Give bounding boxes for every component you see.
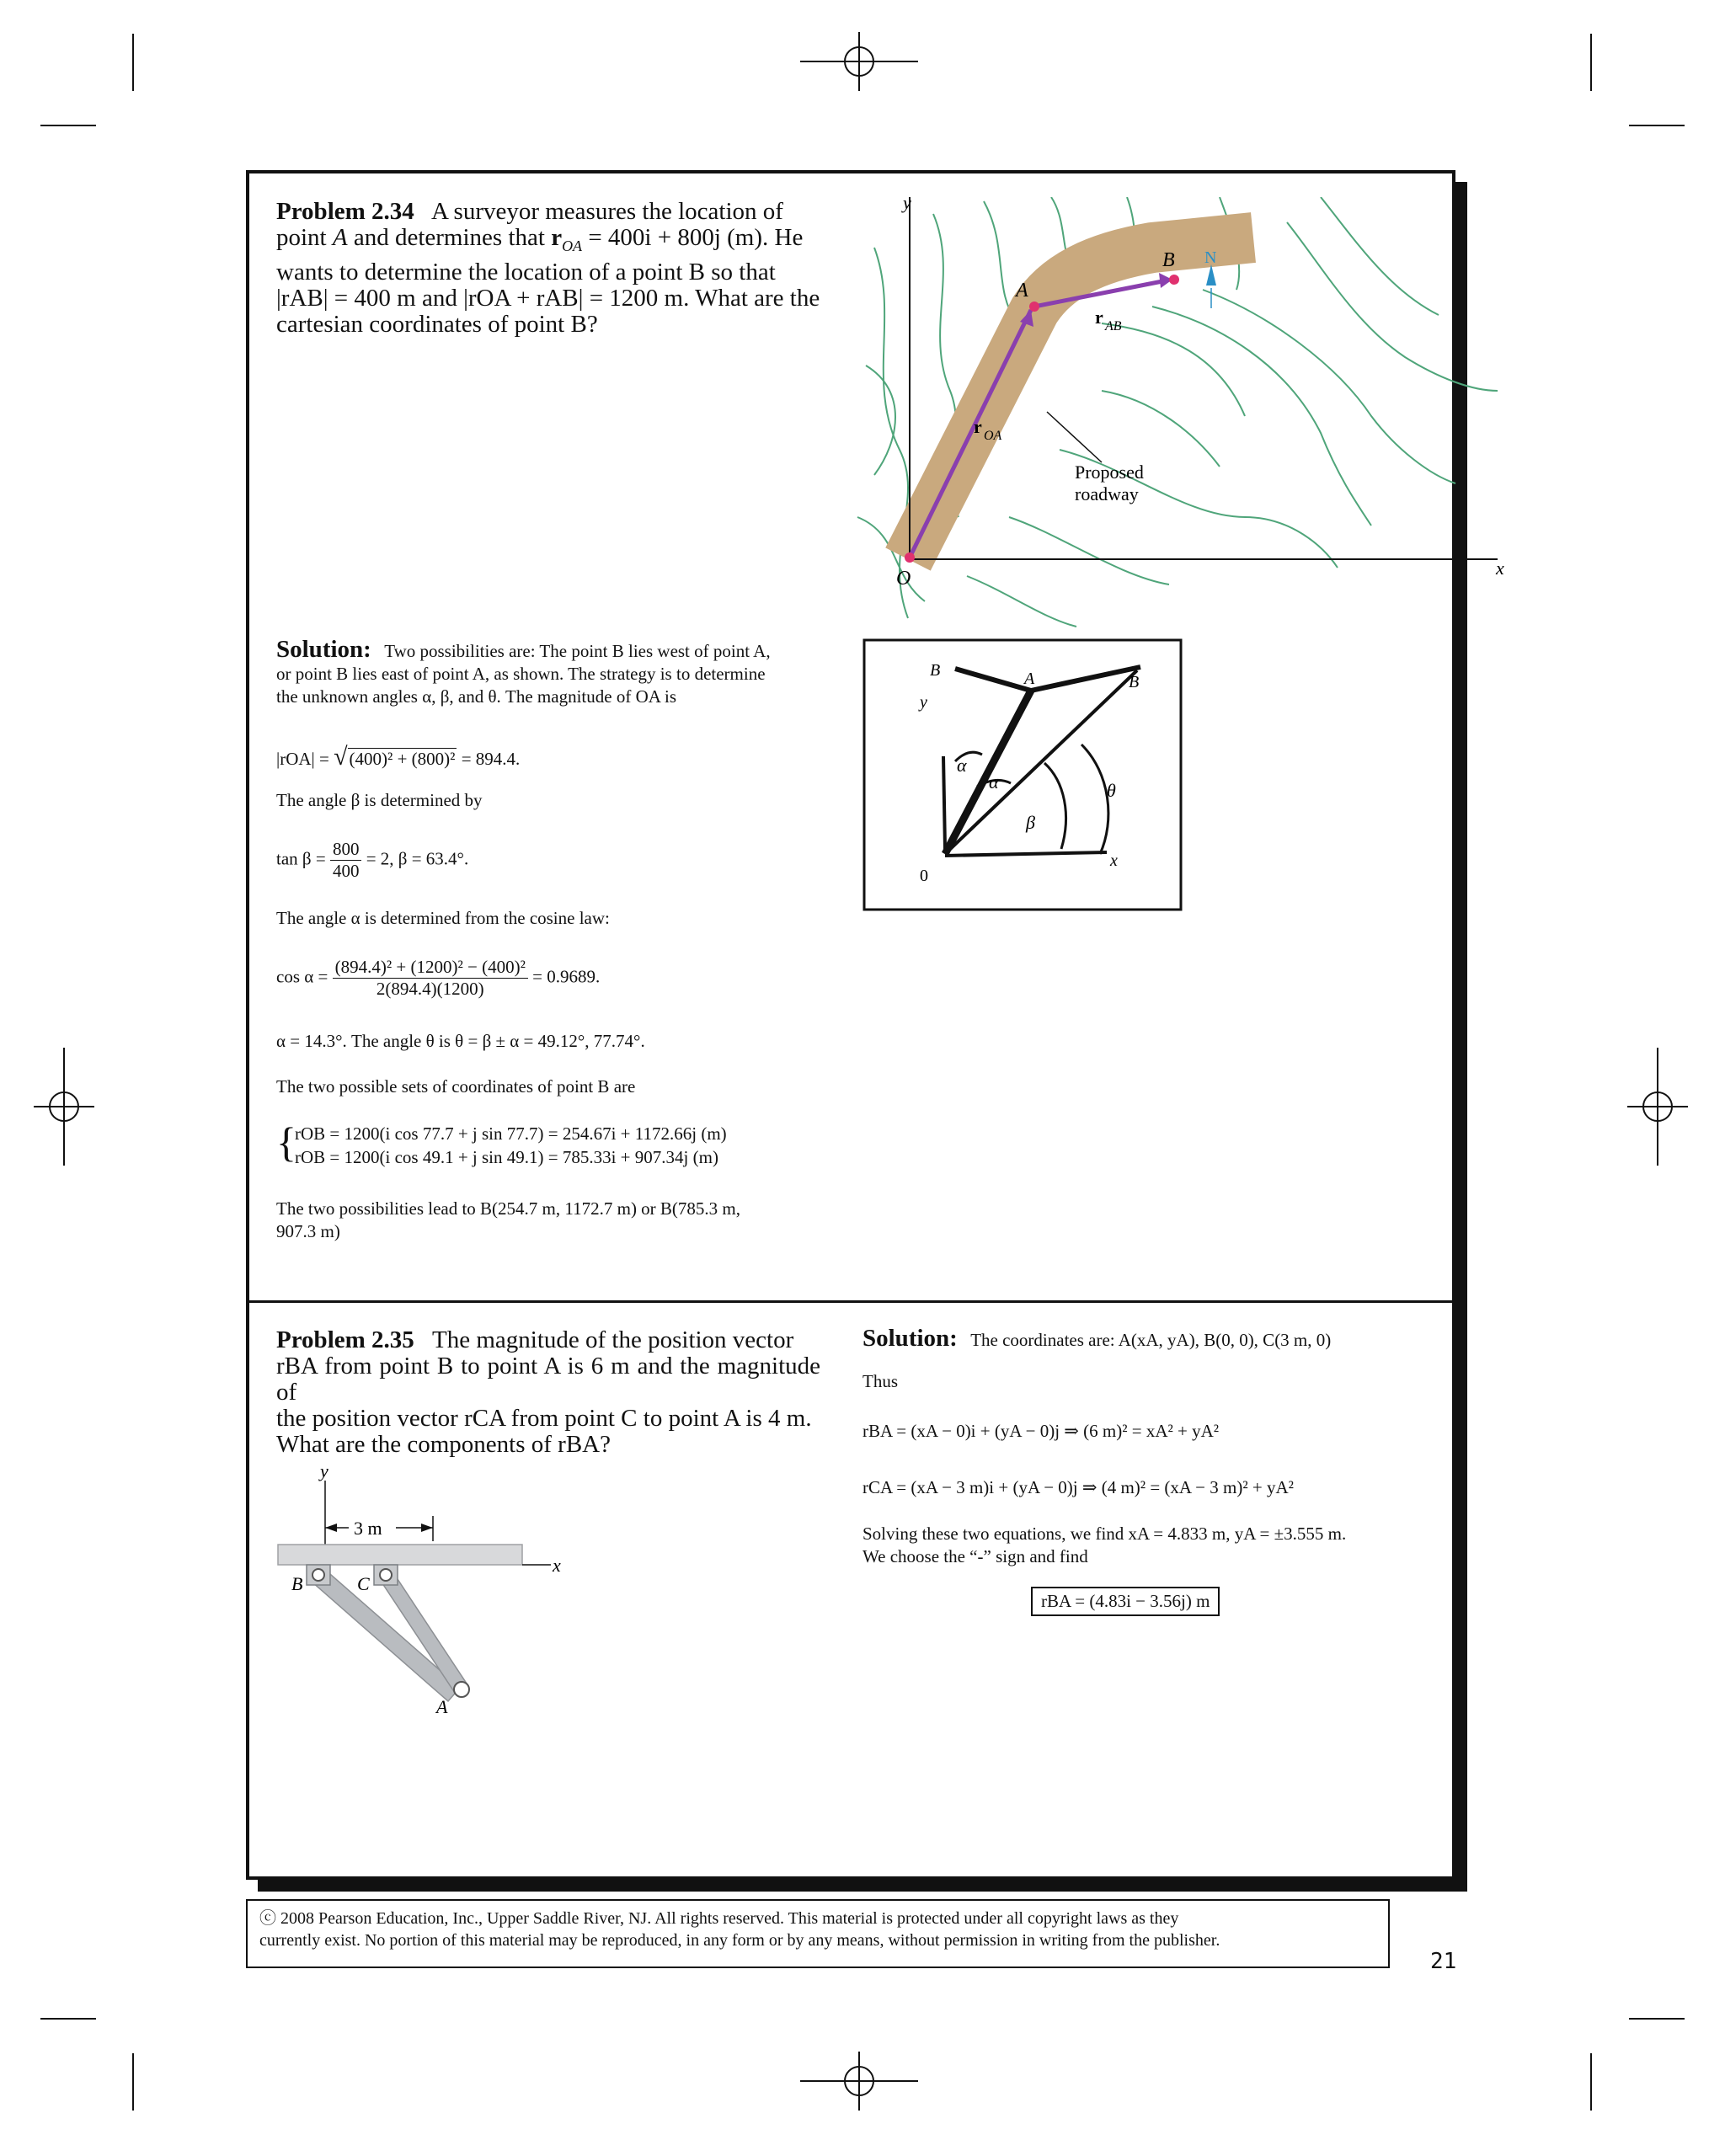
- solution-angle-figure: [862, 638, 1183, 911]
- equation-roa: |rOA| = √(400)² + (800)² = 894.4.: [276, 743, 521, 771]
- problem-234-statement: Problem 2.34 A surveyor measures the location of point A and determines that $r_{OA} = 400i + 800j$ (m). He wants to determine the location of a point B so that |rAB| = 400 m and |rOA + rAB| = 1200 m. What are the cartesian coordinates of point B?: [276, 198, 820, 338]
- label-beta: β: [1026, 812, 1035, 833]
- page-number: 21: [1430, 1949, 1457, 1974]
- svg-text:AB: AB: [1105, 319, 1122, 334]
- crop-mark: [1590, 34, 1592, 91]
- label-zero: 0: [920, 867, 928, 885]
- surveyor-map-figure: [849, 197, 1506, 635]
- point-o: [905, 552, 915, 563]
- equation-rca: rCA = (xA − 3 m)i + (yA − 0)j ⇒ (4 m)² = (xA − 3 m)² + yA²: [862, 1477, 1294, 1497]
- label-b-left: B: [930, 661, 941, 680]
- label-proposed: Proposed: [1075, 462, 1144, 483]
- statement-line: |rAB| = 400 m and |rOA + rAB| = 1200 m. What are the: [276, 284, 820, 312]
- label-o: O: [896, 568, 911, 590]
- crop-mark: [1629, 2018, 1685, 2020]
- brace-icon: {: [276, 1118, 296, 1166]
- label-roa: r: [974, 416, 982, 437]
- crop-mark: [1629, 125, 1685, 126]
- thus-text: Thus: [862, 1371, 898, 1391]
- north-arrow-icon: [1206, 264, 1216, 286]
- solving-text: We choose the “-” sign and find: [862, 1546, 1088, 1566]
- statement-line: rBA from point B to point A is 6 m and the magnitude of: [276, 1353, 820, 1406]
- alpha-intro: The angle α is determined from the cosine law:: [276, 908, 610, 928]
- problem-235-solution: Solution: The coordinates are: A(xA, yA), B(0, 0), C(3 m, 0) Thus rBA = (xA − 0)i + (yA − 0)j ⇒ (6 m)² = xA² + yA² rCA = (xA − 3 m)i + (yA − 0)j ⇒ (4 m)² = (xA − 3 m)² + yA² Solving these two equations, we find xA = 4.833 m, yA = ±3.555 m. We choose the “-” sign and find rBA = (4.83i − 3.56j) m: [862, 1327, 1435, 1616]
- statement-line: What are the components of rBA?: [276, 1431, 611, 1458]
- linkage-bars: [312, 1568, 468, 1701]
- registration-mark-icon: [1627, 1048, 1688, 1166]
- statement-line: A surveyor measures the location of: [430, 198, 783, 225]
- label-dimension: 3 m: [354, 1518, 382, 1539]
- solving-text: Solving these two equations, we find xA = 4.833 m, yA = ±3.555 m.: [862, 1524, 1347, 1544]
- label-c: C: [357, 1573, 370, 1594]
- label-y: y: [903, 197, 911, 213]
- point-b: [1169, 275, 1179, 285]
- crop-mark: [40, 125, 96, 126]
- linkage-figure: [273, 1460, 585, 1713]
- theta-line: α = 14.3°. The angle θ is θ = β ± α = 49.12°, 77.74°.: [276, 1031, 645, 1051]
- solution-heading: Solution:: [276, 636, 371, 663]
- statement-line: cartesian coordinates of point B?: [276, 310, 598, 338]
- label-alpha-2: α: [989, 771, 999, 792]
- crop-mark: [40, 2018, 96, 2020]
- problem-234-solution-intro: Solution: Two possibilities are: The point B lies west of point A, or point B lies east of point A, as shown. The strategy is to determine the unknown angles α, β, and θ. The magnitude of OA is: [276, 636, 771, 707]
- coords-intro: The two possible sets of coordinates of point B are: [276, 1076, 636, 1097]
- label-y: y: [920, 693, 927, 712]
- label-x: x: [553, 1555, 561, 1576]
- beta-intro: The angle β is determined by: [276, 790, 483, 810]
- registration-mark-icon: [34, 1048, 94, 1166]
- label-a: A: [1016, 280, 1028, 302]
- label-rab: r: [1095, 307, 1103, 328]
- equation-alpha: cos α = $\frac{\text{(894.4)² + (1200)² − (400)²}}{2(894.4)(1200)}$ = 0.9689.: [276, 957, 601, 999]
- copyright-notice: ⓒ 2008 Pearson Education, Inc., Upper Saddle River, NJ. All rights reserved. This material is protected under all copyright laws as they currently exist. No portion of this material may be reproduced, in any form or by any means, without permission in writing from the publisher.: [246, 1899, 1390, 1968]
- crop-mark: [1590, 2053, 1592, 2111]
- problem-234-title: Problem 2.34: [276, 198, 414, 225]
- answer-box: rBA = (4.83i − 3.56j) m: [1031, 1587, 1220, 1616]
- label-x: x: [1110, 851, 1118, 870]
- conclusion: The two possibilities lead to B(254.7 m, 1172.7 m) or B(785.3 m, 907.3 m): [276, 1198, 741, 1241]
- section-divider: [249, 1300, 1452, 1303]
- crop-mark: [132, 2053, 134, 2111]
- rob-1: rOB = 1200(i cos 77.7 + j sin 77.7) = 254.67i + 1172.66j (m): [295, 1123, 727, 1144]
- registration-mark-icon: [800, 32, 918, 91]
- proposed-roadway-band: [908, 237, 1253, 559]
- statement-line: the position vector rCA from point C to point A is 4 m.: [276, 1405, 812, 1432]
- problem-frame: [246, 170, 1504, 1880]
- solution-heading: Solution:: [862, 1325, 958, 1352]
- label-theta: θ: [1107, 780, 1116, 801]
- label-a: A: [436, 1696, 448, 1713]
- label-alpha-1: α: [957, 755, 967, 776]
- label-b-right: B: [1129, 673, 1140, 691]
- statement-line: wants to determine the location of a point B so that: [276, 258, 776, 286]
- problem-235-statement: Problem 2.35 The magnitude of the position vector rBA from point B to point A is 6 m and the magnitude of the position vector rCA from point C to point A is 4 m. What are the components of rBA?: [276, 1326, 820, 1458]
- equation-rba: rBA = (xA − 0)i + (yA − 0)j ⇒ (6 m)² = xA² + yA²: [862, 1421, 1220, 1441]
- rob-2: rOB = 1200(i cos 49.1 + j sin 49.1) = 785.33i + 907.34j (m): [295, 1147, 718, 1167]
- label-b: B: [291, 1573, 303, 1594]
- svg-text:OA: OA: [984, 429, 1002, 443]
- label-b: B: [1162, 249, 1175, 271]
- registration-mark-icon: [800, 2052, 918, 2111]
- point-a: [1029, 302, 1039, 312]
- label-a: A: [1024, 670, 1035, 688]
- label-x: x: [1496, 558, 1504, 579]
- label-roadway: roadway: [1075, 483, 1139, 504]
- crop-mark: [132, 34, 134, 91]
- problem-235-title: Problem 2.35: [276, 1326, 414, 1353]
- equation-beta: tan β = $\frac{800}{400}$ = 2, β = 63.4°.: [276, 839, 469, 881]
- label-north: N: [1204, 248, 1217, 267]
- label-y: y: [320, 1460, 328, 1481]
